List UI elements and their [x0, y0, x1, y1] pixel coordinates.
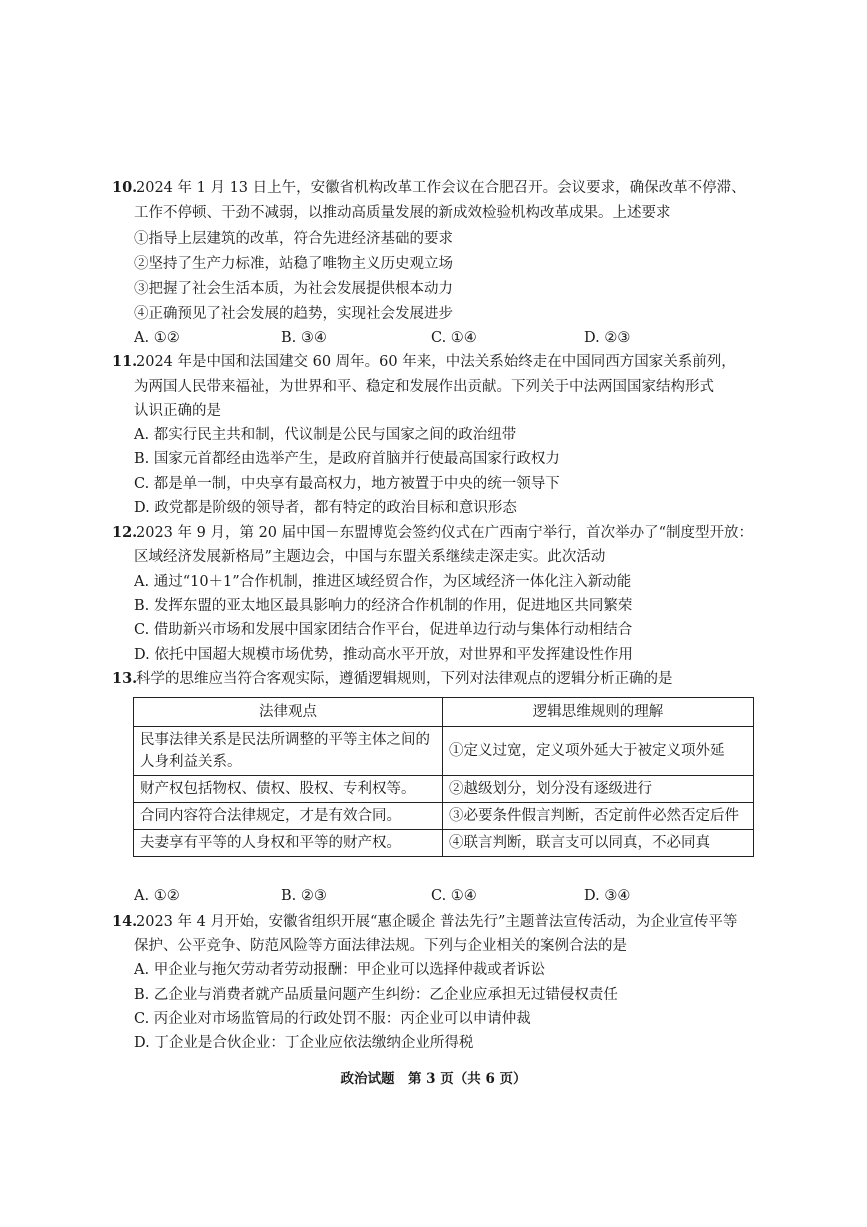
table-cell: ③必要条件假言判断，否定前件必然否定后件: [443, 803, 754, 830]
question-stem-line: 2024 年 1 月 13 日上午，安徽省机构改革工作会议在合肥召开。会议要求，确保改革不停滞、: [136, 180, 746, 196]
statement-item: ②坚持了生产力标准，站稳了唯物主义历史观立场: [134, 256, 453, 272]
table-row: [134, 776, 754, 803]
option-c: C. 借助新兴市场和发展中国家团结合作平台，促进单边行动与集体行动相结合: [134, 622, 633, 638]
statement-item: ①指导上层建筑的改革，符合先进经济基础的要求: [134, 231, 453, 247]
question-stem-line: 科学的思维应当符合客观实际，遵循逻辑规则，下列对法律观点的逻辑分析正确的是: [136, 671, 673, 687]
question-stem-line: 为两国人民带来福祉，为世界和平、稳定和发展作出贡献。下列关于中法两国国家结构形式: [134, 379, 714, 395]
option-c: C. 丙企业对市场监管局的行政处罚不服：丙企业可以申请仲裁: [134, 1011, 531, 1027]
statement-item: ④正确预见了社会发展的趋势，实现社会发展进步: [134, 306, 453, 322]
logic-table: [133, 697, 754, 857]
page-footer: 政治试题 第 3 页（共 6 页）: [340, 1071, 527, 1087]
statement-item: ③把握了社会生活本质，为社会发展提供根本动力: [134, 281, 453, 297]
option-a: A. 甲企业与拖欠劳动者劳动报酬：甲企业可以选择仲裁或者诉讼: [134, 962, 546, 978]
table-cell: ①定义过宽，定义项外延大于被定义项外延: [443, 727, 754, 776]
option-a: A. ①②: [134, 888, 180, 904]
table-cell: 夫妻享有平等的人身权和平等的财产权。: [134, 830, 443, 857]
question-stem-line: 2023 年 4 月开始，安徽省组织开展“惠企暖企 普法先行”主题普法宣传活动，为企业宣传平等: [136, 914, 738, 930]
option-d: D. 丁企业是合伙企业：丁企业应依法缴纳企业所得税: [134, 1035, 474, 1051]
question-stem-line: 2023 年 9 月，第 20 届中国－东盟博览会签约仪式在广西南宁举行，首次举办了“制度型开放：: [136, 525, 754, 541]
question-stem-line: 认识正确的是: [134, 403, 221, 419]
table-cell: 民事法律关系是民法所调整的平等主体之间的人身利益关系。: [134, 727, 443, 776]
table-cell: ④联言判断，联言支可以同真，不必同真: [443, 830, 754, 857]
option-b: B. ②③: [281, 888, 327, 904]
table-header-cell: 法律观点: [134, 698, 443, 727]
question-number: 14.: [112, 913, 138, 930]
table-row: [134, 830, 754, 857]
table-cell: 财产权包括物权、债权、股权、专利权等。: [134, 776, 443, 803]
option-d: D. ②③: [584, 330, 631, 346]
option-b: B. 发挥东盟的亚太地区最具影响力的经济合作机制的作用，促进地区共同繁荣: [134, 598, 633, 614]
question-stem-line: 工作不停顿、干劲不减弱，以推动高质量发展的新成效检验机构改革成果。上述要求: [134, 205, 671, 221]
question-number: 10.: [112, 179, 138, 196]
question-stem-line: 2024 年是中国和法国建交 60 周年。60 年来，中法关系始终走在中国同西方国家关系前列，: [136, 354, 736, 370]
option-c: C. ①④: [431, 330, 477, 346]
option-b: B. 乙企业与消费者就产品质量问题产生纠纷：乙企业应承担无过错侵权责任: [134, 987, 618, 1003]
option-a: A. ①②: [134, 330, 180, 346]
option-d: D. 政党都是阶级的领导者，都有特定的政治目标和意识形态: [134, 500, 517, 516]
option-b: B. 国家元首都经由选举产生，是政府首脑并行使最高国家行政权力: [134, 451, 560, 467]
option-d: D. 依托中国超大规模市场优势，推动高水平开放，对世界和平发挥建设性作用: [134, 647, 633, 663]
question-stem-line: 区域经济发展新格局”主题边会，中国与东盟关系继续走深走实。此次活动: [134, 549, 606, 565]
answer-options: [134, 886, 779, 906]
table-row: [134, 727, 754, 776]
option-c: C. 都是单一制，中央享有最高权力，地方被置于中央的统一领导下: [134, 476, 560, 492]
option-c: C. ①④: [431, 888, 477, 904]
option-a: A. 都实行民主共和制，代议制是公民与国家之间的政治纽带: [134, 427, 517, 443]
table-cell: 合同内容符合法律规定，才是有效合同。: [134, 803, 443, 830]
table-header-cell: 逻辑思维规则的理解: [443, 698, 754, 727]
option-d: D. ③④: [584, 888, 631, 904]
table-cell: ②越级划分，划分没有逐级进行: [443, 776, 754, 803]
question-number: 11.: [112, 353, 138, 370]
table-header-row: [134, 698, 754, 727]
question-stem-line: 保护、公平竞争、防范风险等方面法律法规。下列与企业相关的案例合法的是: [134, 938, 627, 954]
option-b: B. ③④: [281, 330, 327, 346]
answer-options: [134, 328, 779, 348]
question-number: 13.: [112, 670, 138, 687]
table-row: [134, 803, 754, 830]
option-a: A. 通过“10＋1”合作机制，推进区域经贸合作，为区域经济一体化注入新动能: [134, 574, 632, 590]
question-number: 12.: [112, 524, 138, 541]
